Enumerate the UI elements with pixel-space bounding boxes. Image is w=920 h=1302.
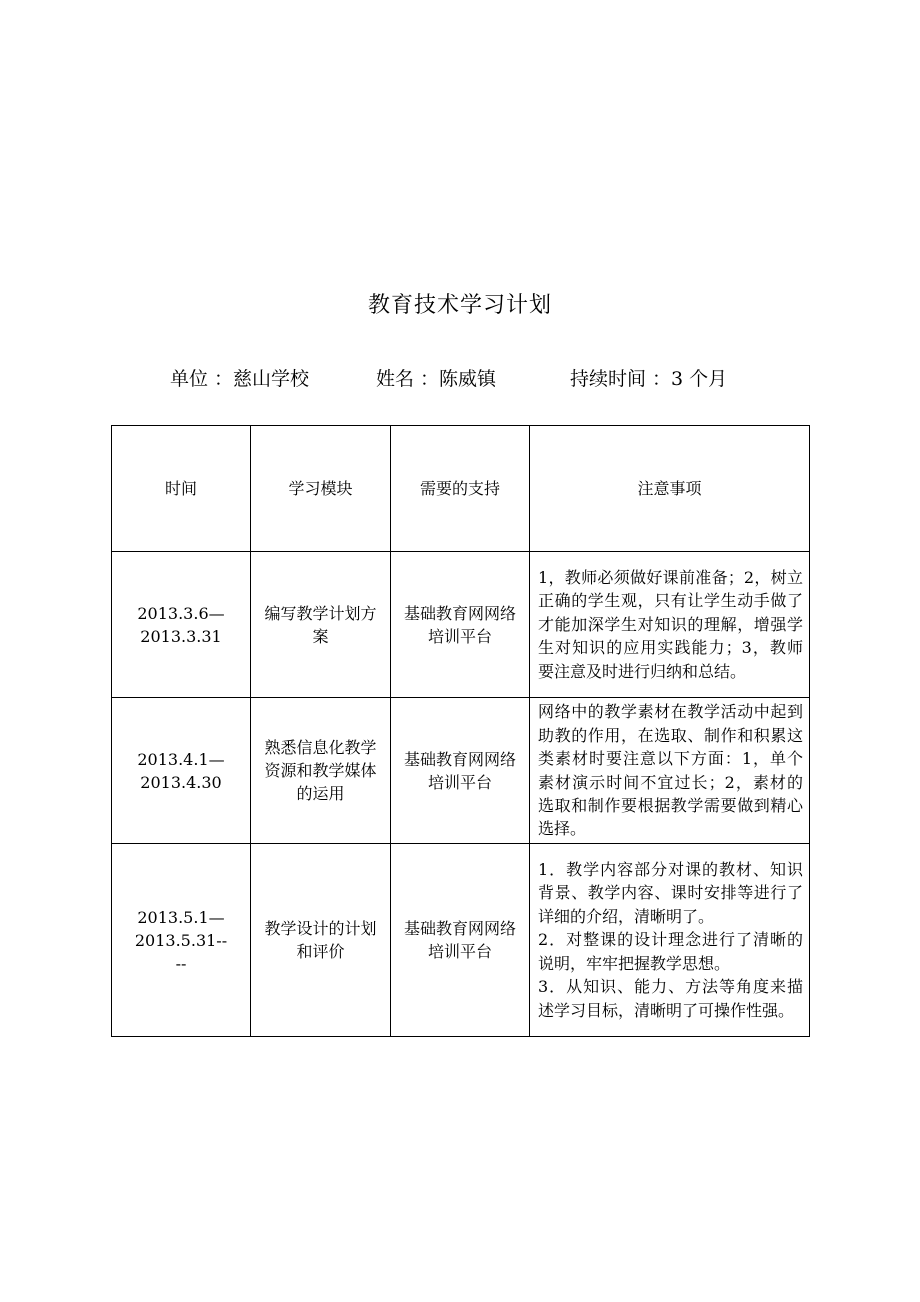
time-text: 2013.4.1—2013.4.30 (137, 749, 225, 792)
cell-module: 教学设计的计划和评价 (251, 844, 391, 1037)
note-item-2: 2．对整课的设计理念进行了清晰的说明，牢牢把握教学思想。 (538, 930, 803, 973)
meta-duration: 持续时间 ：3 个月 (570, 368, 728, 390)
meta-unit: 单位 ：慈山学校 (170, 368, 310, 390)
table-header-row (112, 426, 810, 552)
cell-support: 基础教育网网络培训平台 (391, 552, 530, 698)
cell-notes (530, 552, 810, 698)
cell-module: 熟悉信息化教学资源和教学媒体的运用 (251, 698, 391, 844)
note-item-1: 1．教学内容部分对课的教材、知识背景、教学内容、课时安排等进行了详细的介绍，清晰明了。 (538, 860, 803, 926)
document-title: 教育技术学习计划 (367, 293, 552, 318)
table-row (112, 698, 810, 844)
header-time: 时间 (112, 426, 251, 552)
header-support: 需要的支持 (391, 426, 530, 552)
meta-name: 姓名 ：陈威镇 (376, 368, 497, 390)
cell-time (112, 844, 251, 1037)
cell-support: 基础教育网网络培训平台 (391, 844, 530, 1037)
table-row (112, 844, 810, 1037)
note-text: 网络中的教学素材在教学活动中起到助教的作用，在选取、制作和积累这类素材时要注意以下方面：1，单个素材演示时间不宜过长；2，素材的选取和制作要根据教学需要做到精心选择。 (538, 702, 803, 839)
cell-time (112, 698, 251, 844)
plan-table (111, 425, 810, 1037)
time-text: 2013.5.1—2013.5.31---- (134, 907, 228, 973)
note-item-3: 3．从知识、能力、方法等角度来描述学习目标，清晰明了可操作性强。 (538, 977, 803, 1020)
cell-support: 基础教育网网络培训平台 (391, 698, 530, 844)
cell-time (112, 552, 251, 698)
time-text: 2013.3.6—2013.3.31 (137, 603, 225, 646)
header-module: 学习模块 (251, 426, 391, 552)
table-row (112, 552, 810, 698)
cell-module: 编写教学计划方案 (251, 552, 391, 698)
cell-notes (530, 698, 810, 844)
header-notes: 注意事项 (530, 426, 810, 552)
cell-notes (530, 844, 810, 1037)
note-text: 1，教师必须做好课前准备；2，树立正确的学生观，只有让学生动手做了才能加深学生对知识的理解，增强学生对知识的应用实践能力；3，教师要注意及时进行归纳和总结。 (538, 567, 803, 681)
